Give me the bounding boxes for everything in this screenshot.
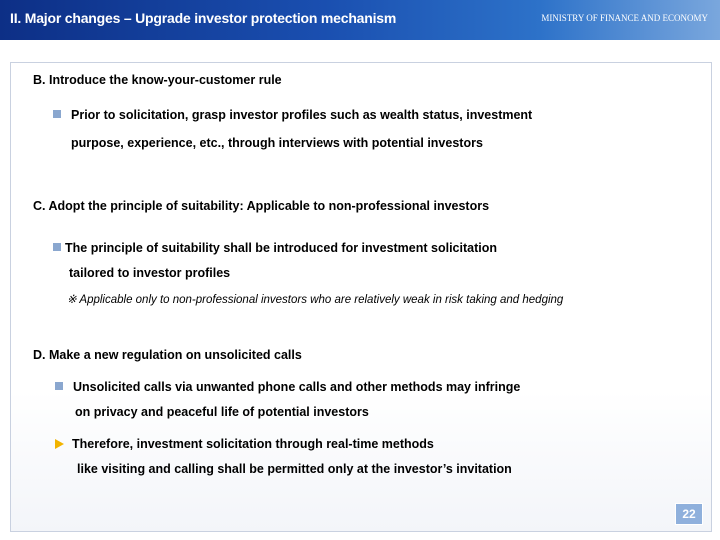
bullet-text-line2: on privacy and peaceful life of potential investors: [75, 405, 369, 419]
suitability-note: ※ Applicable only to non-professional investors who are relatively weak in risk taking and hedging: [67, 294, 564, 306]
bullet-item: [55, 432, 434, 456]
square-bullet-icon: [55, 382, 63, 390]
triangle-bullet-icon: [55, 439, 64, 449]
bullet-item: [55, 375, 520, 399]
ministry-label: MINISTRY OF FINANCE AND ECONOMY: [541, 13, 708, 23]
square-bullet-icon: [53, 110, 61, 118]
bullet-text-line1: The principle of suitability shall be introduced for investment solicitation: [65, 241, 498, 255]
bullet-item: [53, 236, 497, 260]
square-bullet-icon: [53, 243, 61, 251]
bullet-text-line1: Unsolicited calls via unwanted phone calls and other methods may infringe: [73, 380, 521, 394]
slide-header: [0, 0, 720, 40]
bullet-text-line2: tailored to investor profiles: [69, 266, 231, 280]
section-heading-b: B. Introduce the know-your-customer rule: [33, 73, 282, 87]
bullet-item: [53, 103, 532, 127]
page-number: 22: [675, 503, 703, 525]
section-heading-d: D. Make a new regulation on unsolicited calls: [33, 348, 302, 362]
bullet-text-line1: Prior to solicitation, grasp investor profiles such as wealth status, investment: [71, 108, 533, 122]
bullet-text-line2: purpose, experience, etc., through interviews with potential investors: [71, 136, 483, 150]
content-panel: [10, 62, 712, 532]
slide-title: II. Major changes – Upgrade investor protection mechanism: [10, 10, 397, 26]
bullet-text-line1: Therefore, investment solicitation through real-time methods: [72, 437, 434, 451]
bullet-text-line2: like visiting and calling shall be permitted only at the investor’s invitation: [77, 462, 512, 476]
section-heading-c: C. Adopt the principle of suitability: Applicable to non-professional investors: [33, 199, 490, 213]
